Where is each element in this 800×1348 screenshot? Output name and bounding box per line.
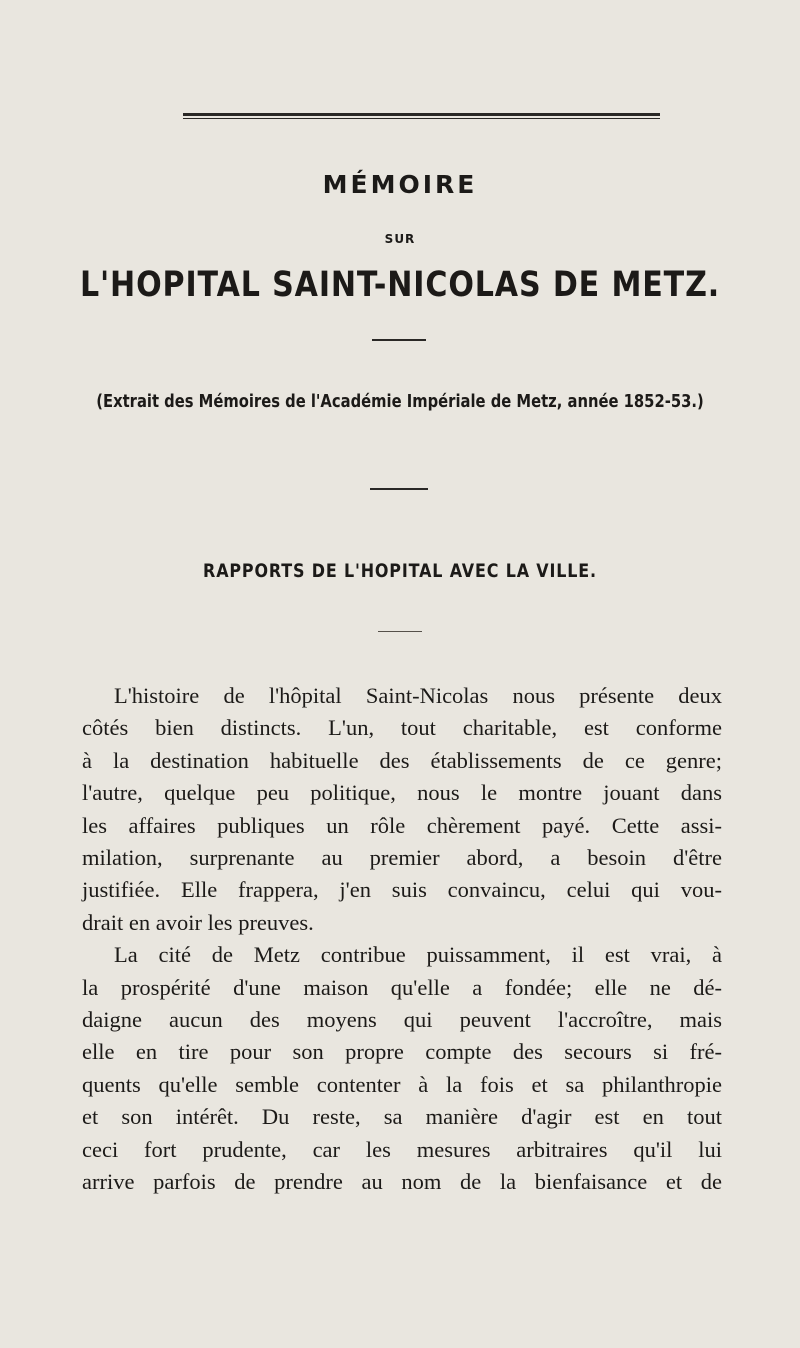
top-double-rule-thin (183, 118, 660, 119)
text-line: elle en tire pour son propre compte des secours si fré- (82, 1039, 722, 1065)
document-heading: MÉMOIRE (322, 170, 478, 199)
text-line: l'autre, quelque peu politique, nous le montre jouant dans (82, 780, 722, 806)
text-line: daigne aucun des moyens qui peuvent l'accroître, mais (82, 1007, 722, 1033)
body-paragraphs (82, 680, 722, 1199)
text-line: à la destination habituelle des établissements de ce genre; (82, 747, 722, 773)
separator-rule (370, 488, 428, 490)
section-heading: RAPPORTS DE L'HOPITAL AVEC LA VILLE. (203, 560, 597, 582)
document-subtitle: (Extrait des Mémoires de l'Académie Impériale de Metz, année 1852-53.) (96, 391, 704, 412)
top-double-rule-thick (183, 113, 660, 116)
text-line: arrive parfois de prendre au nom de la bienfaisance et de (82, 1169, 722, 1195)
document-sur: SUR (384, 232, 416, 246)
text-line: les affaires publiques un rôle chèrement payé. Cette assi- (82, 812, 722, 838)
text-line: milation, surprenante au premier abord, a besoin d'être (82, 845, 722, 871)
separator-rule (378, 631, 422, 632)
text-line: drait en avoir les preuves. (82, 909, 314, 935)
text-line: côtés bien distincts. L'un, tout charitable, est conforme (82, 715, 722, 741)
text-line: ceci fort prudente, car les mesures arbitraires qu'il lui (82, 1136, 722, 1162)
text-line: quents qu'elle semble contenter à la fois et sa philanthropie (82, 1071, 722, 1097)
text-line: la prospérité d'une maison qu'elle a fondée; elle ne dé- (82, 974, 722, 1000)
text-line: L'histoire de l'hôpital Saint-Nicolas nous présente deux (114, 683, 722, 708)
separator-rule (372, 339, 426, 341)
document-title: L'HOPITAL SAINT-NICOLAS DE METZ. (79, 265, 721, 305)
text-line: La cité de Metz contribue puissamment, il est vrai, à (114, 942, 722, 968)
text-line: justifiée. Elle frappera, j'en suis convaincu, celui qui vou- (82, 877, 722, 903)
text-line: et son intérêt. Du reste, sa manière d'agir est en tout (82, 1104, 722, 1130)
